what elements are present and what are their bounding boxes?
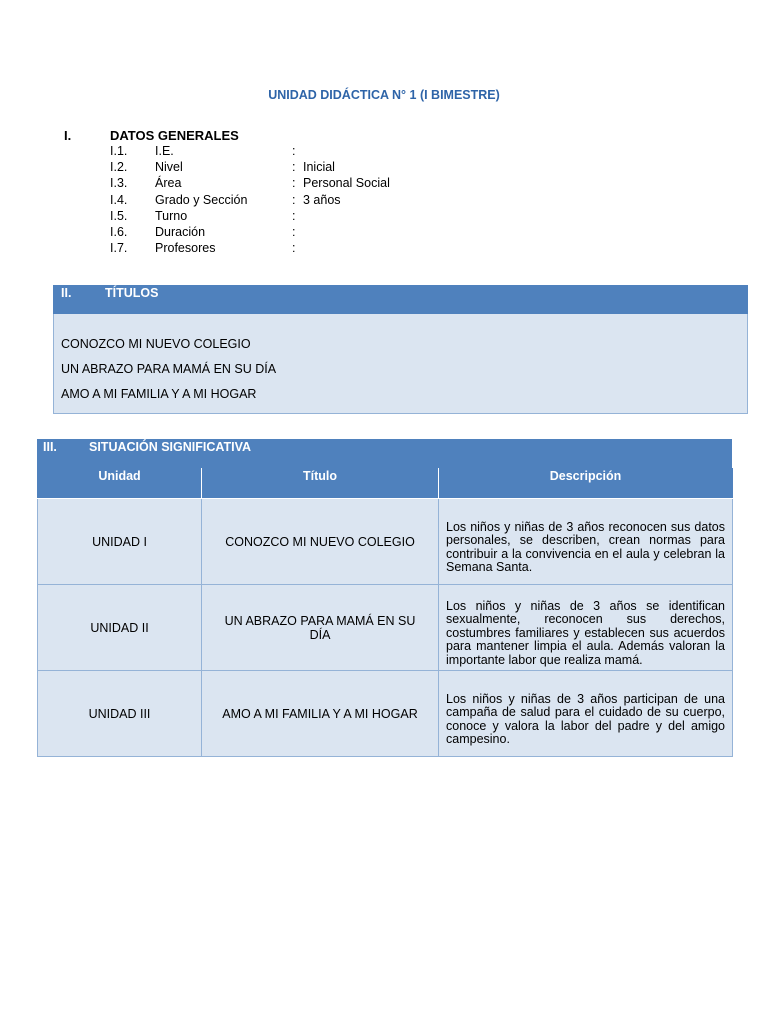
cell-titulo: AMO A MI FAMILIA Y A MI HOGAR (202, 671, 439, 757)
row-code: I.4. (110, 192, 128, 207)
general-data-row (110, 209, 510, 225)
general-data-row (110, 241, 510, 257)
row-colon: : (292, 144, 296, 158)
row-code: I.3. (110, 176, 128, 191)
cell-titulo: UN ABRAZO PARA MAMÁ EN SU DÍA (202, 585, 439, 671)
column-header-titulo: Título (202, 468, 439, 499)
description-text: Los niños y niñas de 3 años participan de una campaña de salud para el cuidado de su cuerpo, conoce y valora la labor del padre y del amigo campesino. (446, 691, 725, 746)
section3-header (37, 439, 732, 468)
row-colon: : (292, 208, 296, 223)
section2-number: II. (61, 286, 72, 300)
row-label: Turno (155, 208, 188, 223)
section2-heading: TÍTULOS (105, 286, 159, 300)
table-row (38, 499, 733, 585)
cell-unidad: UNIDAD II (38, 585, 202, 671)
table-header-row (38, 468, 733, 499)
row-value: 3 años (303, 192, 341, 207)
document-title: UNIDAD DIDÁCTICA N° 1 (I BIMESTRE) (268, 88, 500, 102)
title-item: AMO A MI FAMILIA Y A MI HOGAR (61, 387, 257, 401)
row-code: I.6. (110, 224, 128, 239)
general-data-list (110, 144, 510, 257)
row-label: Profesores (155, 241, 216, 256)
row-colon: : (292, 224, 296, 239)
title-item: UN ABRAZO PARA MAMÁ EN SU DÍA (61, 362, 277, 376)
cell-unidad: UNIDAD I (38, 499, 202, 585)
row-code: I.2. (110, 160, 128, 175)
general-data-row (110, 176, 510, 192)
row-label: Nivel (155, 160, 183, 175)
row-value: Inicial (303, 160, 335, 175)
table-row (38, 671, 733, 757)
section3-heading: SITUACIÓN SIGNIFICATIVA (89, 440, 252, 454)
row-label: Duración (155, 224, 206, 239)
cell-descripcion (439, 499, 733, 585)
row-colon: : (292, 241, 296, 256)
table-row (38, 585, 733, 671)
row-colon: : (292, 192, 296, 207)
column-header-descripcion: Descripción (439, 468, 733, 499)
row-colon: : (292, 160, 296, 175)
cell-unidad: UNIDAD III (38, 671, 202, 757)
titles-box (53, 314, 748, 414)
section1-number: I. (64, 128, 72, 143)
row-label: I.E. (155, 144, 174, 158)
general-data-row (110, 225, 510, 241)
general-data-row (110, 144, 510, 160)
cell-descripcion (439, 671, 733, 757)
section3-number: III. (43, 440, 57, 454)
section1-heading: DATOS GENERALES (110, 128, 239, 143)
cell-titulo: CONOZCO MI NUEVO COLEGIO (202, 499, 439, 585)
description-text: Los niños y niñas de 3 años se identifican sexualmente, reconocen sus derechos, costumbres familiares y establecen sus acuerdos para mantener limpia el aula. Además valoran la importante labor que realiza mamá. (446, 598, 725, 667)
section2-header (53, 285, 748, 314)
row-label: Área (155, 176, 182, 191)
row-colon: : (292, 176, 296, 191)
row-code: I.5. (110, 208, 128, 223)
row-code: I.1. (110, 144, 128, 158)
cell-descripcion (439, 585, 733, 671)
description-text: Los niños y niñas de 3 años reconocen sus datos personales, se describen, crean normas para contribuir a la convivencia en el aula y celebran la Semana Santa. (446, 519, 725, 574)
column-header-unidad: Unidad (38, 468, 202, 499)
units-table (37, 468, 733, 757)
row-code: I.7. (110, 241, 128, 256)
general-data-row (110, 193, 510, 209)
row-value: Personal Social (303, 176, 390, 191)
title-item: CONOZCO MI NUEVO COLEGIO (61, 337, 251, 351)
row-label: Grado y Sección (155, 192, 248, 207)
general-data-row (110, 160, 510, 176)
